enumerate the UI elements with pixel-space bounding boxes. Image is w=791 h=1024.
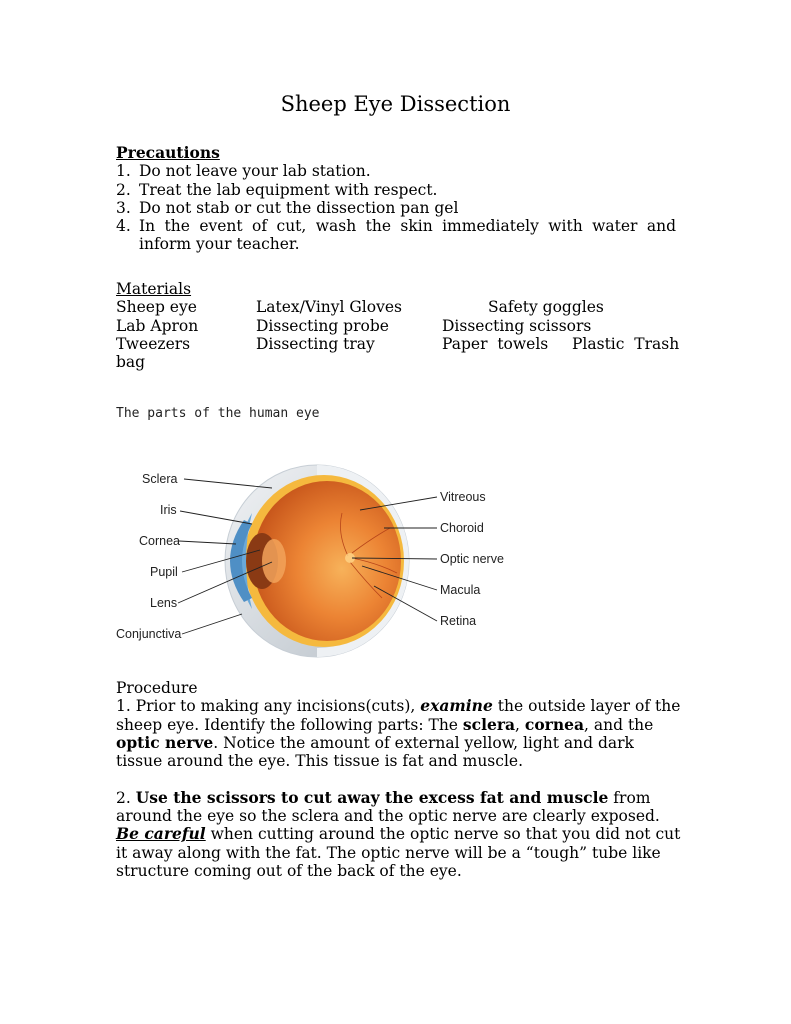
procedure-heading: Procedure	[116, 679, 198, 697]
item-text: In the event of cut, wash the skin immediately with water and inform your teacher.	[139, 217, 676, 254]
figure-caption: The parts of the human eye	[116, 406, 320, 421]
human-eye-diagram	[112, 458, 512, 663]
material-item: Dissecting probe	[256, 316, 389, 335]
procedure-section	[116, 679, 681, 880]
material-item: Tweezers	[116, 334, 191, 353]
materials-row	[116, 298, 676, 316]
item-text: Treat the lab equipment with respect.	[139, 180, 438, 199]
eyeball-illustration	[225, 465, 409, 657]
material-item: Sheep eye	[116, 298, 197, 317]
label-macula: Macula	[440, 583, 481, 597]
item-number: 3.	[116, 198, 131, 217]
procedure-step-1	[116, 697, 681, 770]
item-number: 4.	[116, 217, 131, 236]
procedure-step-2	[116, 789, 681, 880]
pointer-line	[184, 479, 272, 488]
material-item: Latex/Vinyl Gloves	[256, 298, 402, 317]
label-cornea: Cornea	[139, 534, 180, 548]
item-text: Do not stab or cut the dissection pan gel	[139, 198, 459, 217]
text-run-bold: Use the scissors to cut away the excess fat and muscle	[135, 787, 609, 807]
material-item: Dissecting scissors	[442, 316, 592, 335]
material-item-wrap: bag	[116, 353, 146, 372]
text-run-bold: cornea	[524, 714, 585, 734]
text-run: when cutting around the optic nerve so that you did not cut it away along with the fat. The optic nerve will be a “tough” tube like structure coming out of the back of the eye.	[116, 825, 681, 880]
text-run: , and the	[584, 715, 654, 734]
label-choroid: Choroid	[440, 521, 484, 535]
materials-row	[116, 334, 680, 353]
page-title: Sheep Eye Dissection	[280, 92, 511, 116]
label-lens: Lens	[150, 596, 178, 610]
materials-section	[116, 280, 680, 372]
text-run-emphasis: Be careful	[116, 824, 206, 844]
text-run: 2.	[116, 788, 136, 807]
label-conjunctiva: Conjunctiva	[116, 627, 182, 641]
text-run-bold: sclera	[462, 714, 516, 734]
material-item: Paper towels	[442, 334, 549, 353]
text-run: the outside layer of the sheep eye. Identify the following parts: The	[116, 697, 681, 734]
text-run-emphasis: examine	[420, 696, 493, 716]
list-item	[116, 181, 676, 199]
material-item: Safety goggles	[488, 298, 604, 317]
list-item	[116, 162, 676, 180]
item-text: Do not leave your lab station.	[139, 162, 371, 181]
item-number: 1.	[116, 162, 131, 181]
label-iris: Iris	[160, 503, 177, 517]
pointer-line	[182, 614, 242, 634]
label-vitreous: Vitreous	[440, 490, 486, 504]
text-run: from around the eye so the sclera and the optic nerve are clearly exposed.	[116, 788, 660, 826]
materials-heading: Materials	[116, 280, 192, 298]
materials-row	[116, 317, 676, 335]
text-run-bold: optic nerve	[116, 732, 214, 752]
label-optic-nerve: Optic nerve	[440, 552, 504, 566]
material-item: Lab Apron	[116, 316, 199, 335]
text-run: 1. Prior to making any incisions(cuts),	[116, 697, 421, 716]
list-item	[116, 217, 676, 254]
material-item: Dissecting tray	[256, 334, 375, 353]
precautions-list	[116, 162, 676, 253]
text-run: ,	[515, 715, 525, 734]
precautions-section	[116, 144, 676, 254]
list-item	[116, 199, 676, 217]
item-number: 2.	[116, 180, 131, 199]
label-retina: Retina	[440, 614, 477, 628]
text-run: . Notice the amount of external yellow, light and dark tissue around the eye. This tissue is fat and muscle.	[116, 733, 634, 771]
label-pupil: Pupil	[150, 565, 178, 579]
precautions-heading: Precautions	[116, 143, 220, 162]
label-sclera: Sclera	[142, 472, 178, 486]
material-item: Plastic Trash	[572, 334, 680, 353]
